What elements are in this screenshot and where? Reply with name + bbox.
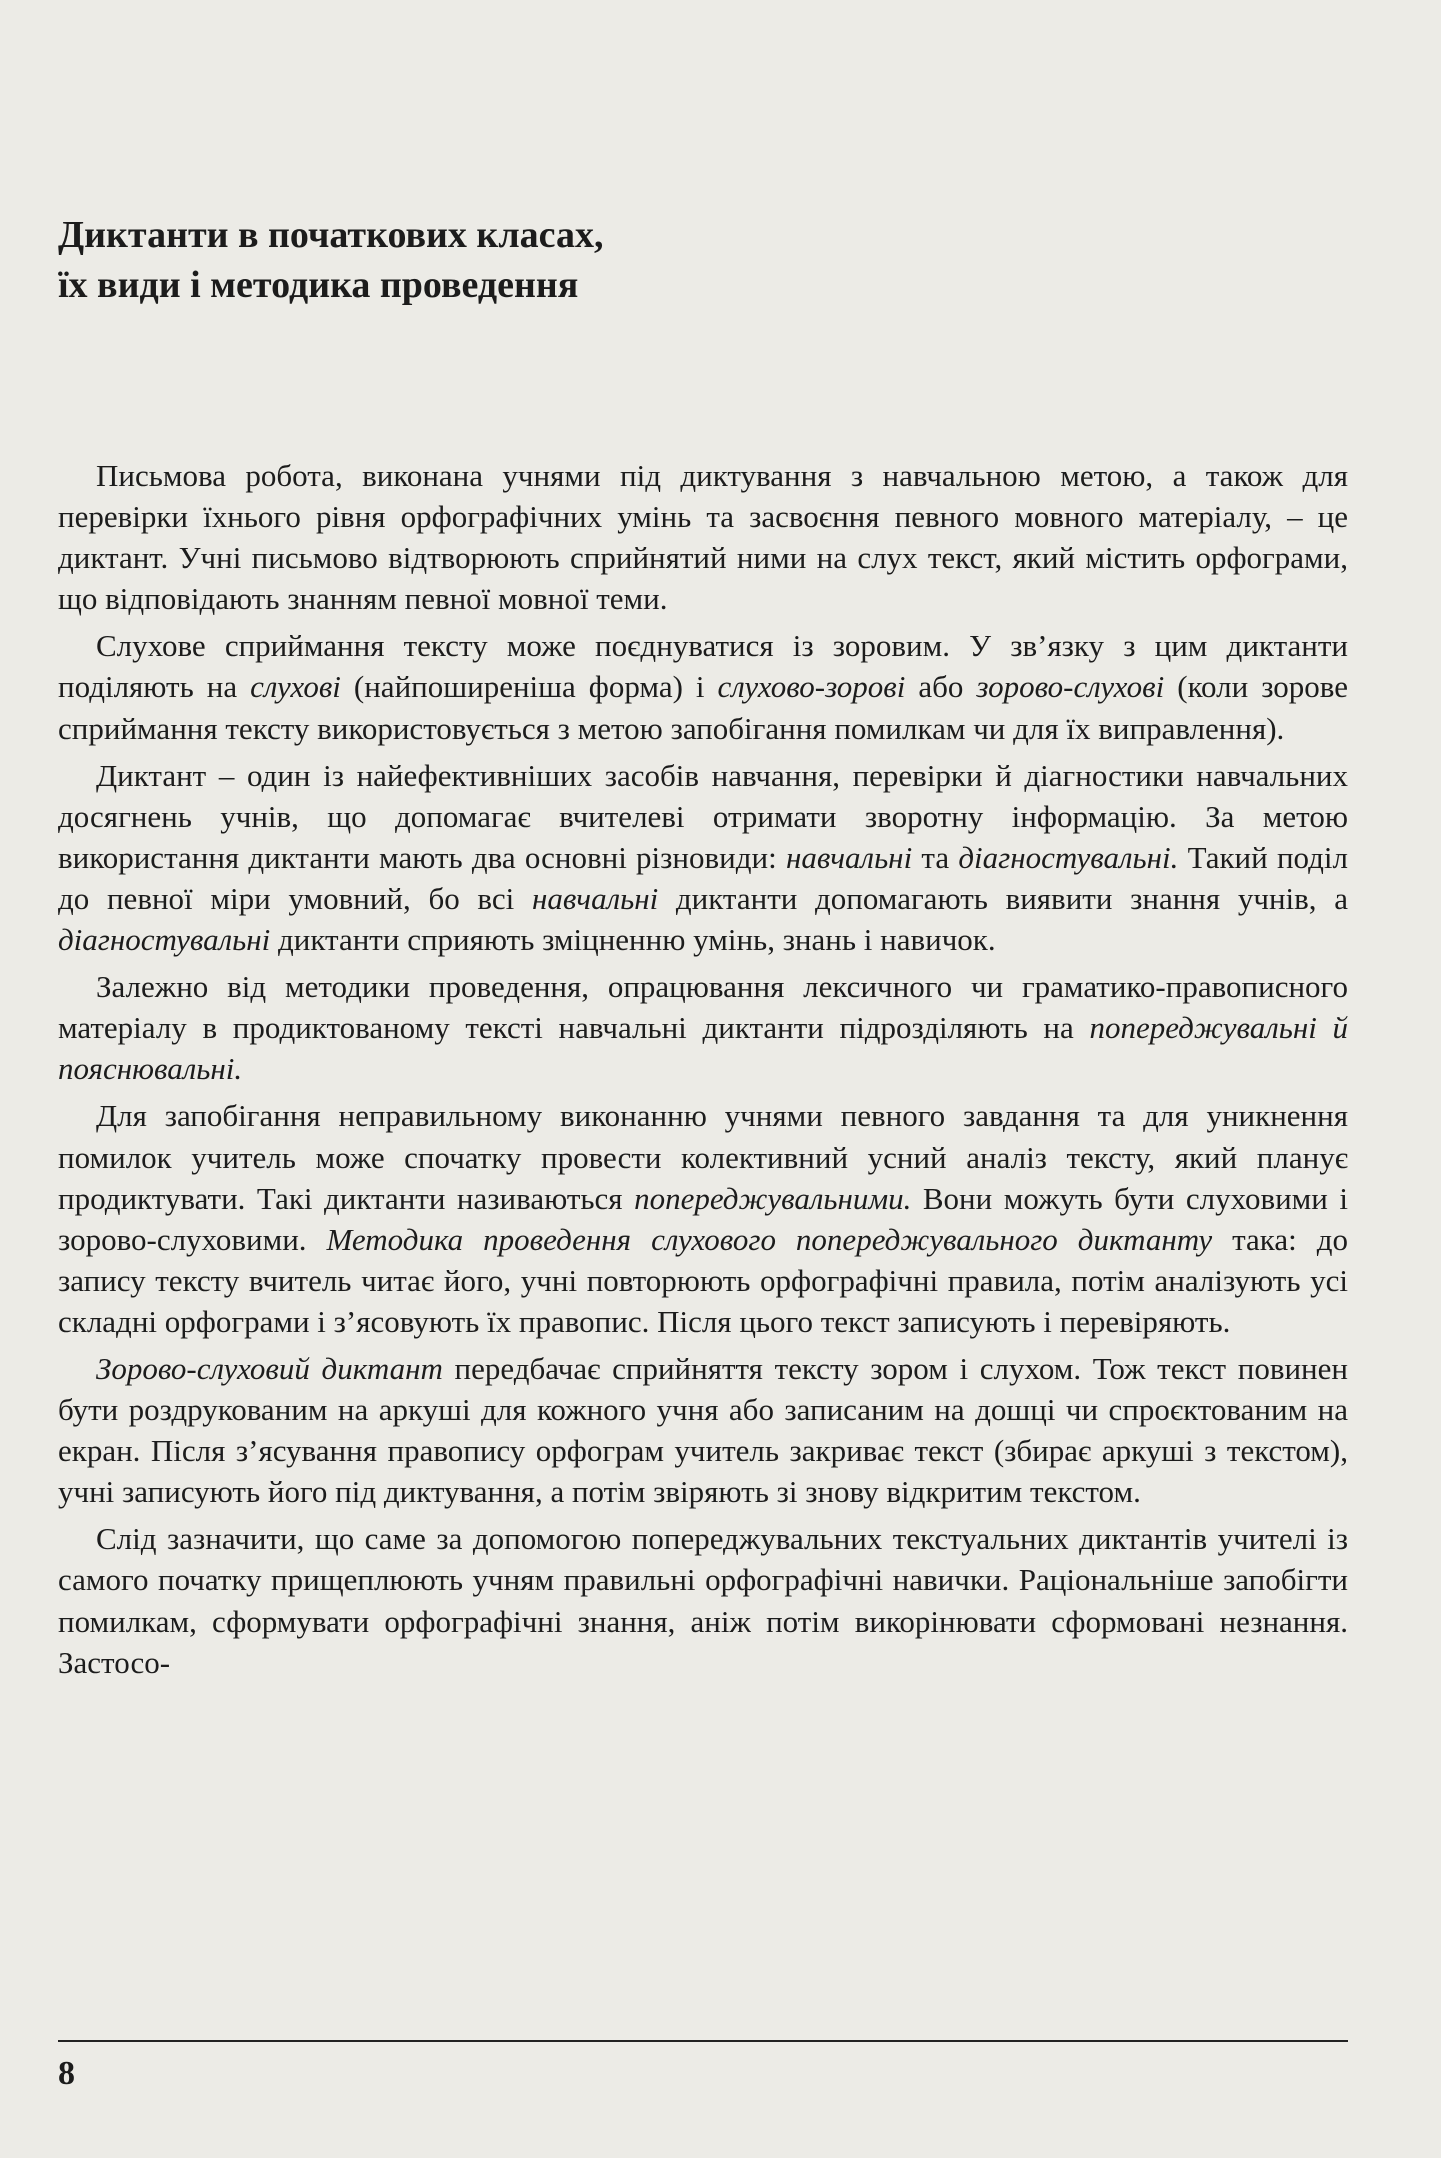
page-number: 8 (58, 2055, 75, 2092)
paragraph-1: Письмова робота, виконана учнями під диктування з навчальною метою, а також для перевірки їхнього рівня орфографічних умінь та засвоєння певного мовного матеріалу, – це диктант. Учні письмово відтворюють сприйнятий ними на слух текст, який містить орфограми, що відповідають знанням певної мовної теми. (58, 458, 1348, 617)
title-line-1: Диктанти в початкових класах, (58, 214, 604, 256)
paragraph-4: Залежно від методики проведення, опрацювання лексичного чи граматико-правописного матеріалу в продиктованому тексті навчальні диктанти підрозділяють на попереджувальні й пояснювальні. (58, 969, 1348, 1087)
paragraph-2: Слухове сприймання тексту може поєднуватися із зоровим. У зв’язку з цим диктанти поділяють на слухові (найпоширеніша форма) і слухово-зорові або зорово-слухові (коли зорове сприймання тексту використовується з метою запобігання помилкам чи для їх виправлення). (58, 628, 1348, 746)
section-title (58, 210, 603, 310)
footer-divider (58, 2040, 1348, 2042)
body-text (58, 455, 1348, 1689)
paragraph-3: Диктант – один із найефективніших засобів навчання, перевірки й діагностики навчальних досягнень учнів, що допомагає вчителеві отримати зворотну інформацію. За метою використання диктанти мають два основні різновиди: навчальні та діагностувальні. Такий поділ до певної міри умовний, бо всі навчальні диктанти допомагають виявити знання учнів, а діагностувальні диктанти сприяють зміцненню умінь, знань і навичок. (58, 757, 1349, 958)
paragraph-5: Для запобігання неправильному виконанню учнями певного завдання та для уникнення помилок учитель може спочатку провести колективний усний аналіз тексту, який планує продиктувати. Такі диктанти називаються попереджувальними. Вони можуть бути слуховими і зорово-слуховими. Методика проведення слухового попереджувального диктанту така: до запису тексту вчитель читає його, учні повторюють орфографічні правила, потім аналізують усі складні орфограми і з’ясовують їх правопис. Після цього текст записують і перевіряють. (58, 1098, 1349, 1339)
paragraph-7: Слід зазначити, що саме за допомогою попереджувальних текстуальних диктантів учителі із самого початку прищеплюють учням правильні орфографічні навички. Раціональніше запобігти помилкам, сформувати орфографічні знання, аніж потім викорінювати сформовані незнання. Застосо- (58, 1521, 1348, 1680)
paragraph-6: Зорово-слуховий диктант передбачає сприйняття тексту зором і слухом. Тож текст повинен бути роздрукованим на аркуші для кожного учня або записаним на дошці чи спроєктованим на екран. Після з’ясування правопису орфограм учитель закриває текст (збирає аркуші з текстом), учні записують його під диктування, а потім звіряють зі знову відкритим текстом. (58, 1350, 1348, 1510)
title-line-2: їх види і методика проведення (58, 264, 579, 306)
